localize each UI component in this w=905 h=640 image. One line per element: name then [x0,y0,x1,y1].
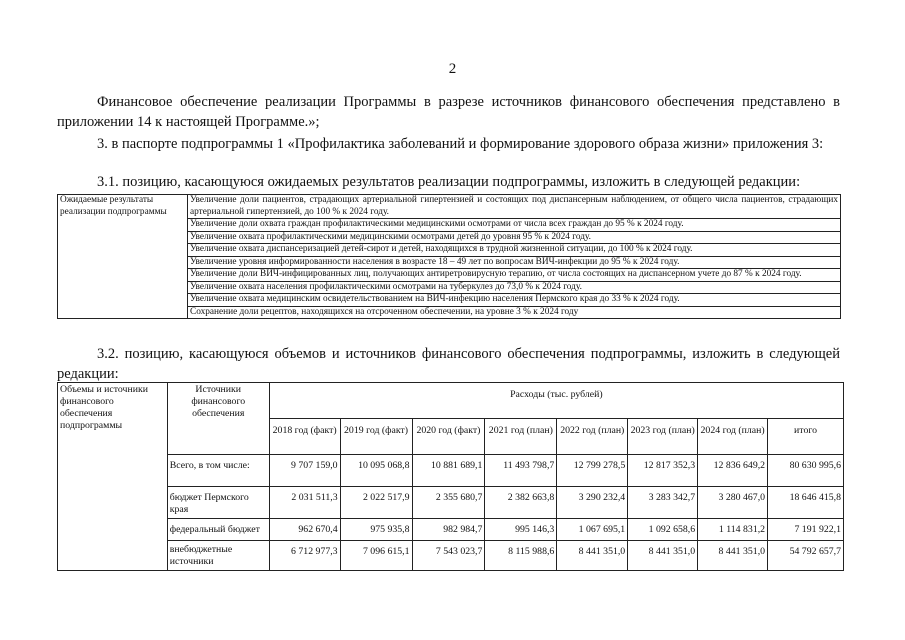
result-item: Увеличение охвата диспансеризацией детей-сирот и детей, находящихся в трудной жизненной ситуации, до 100 % к 2024 году. [188,244,840,257]
value-cell: 995 146,3 [485,519,557,541]
value-cell: 1 067 695,1 [557,519,628,541]
year-header-2023: 2023 год (план) [628,419,698,455]
result-item: Увеличение доли пациентов, страдающих артериальной гипертензией и состоящих под диспансерным наблюдением, от общего числа пациентов, страдающих артериальной гипертензией, до 100 % к 2024 году. [188,195,840,219]
value-cell: 982 984,7 [412,519,485,541]
financing-label-cell [58,383,168,571]
financing-label: Объемы и источники финансового обеспечения подпрограммы [60,384,148,431]
value-cell: 54 792 657,7 [768,541,844,571]
value-cell: 2 355 680,7 [412,487,485,519]
year-header-2019: 2019 год (факт) [340,419,412,455]
results-items-cell [188,195,841,319]
value-cell: 6 712 977,3 [269,541,340,571]
value-cell: 7 191 922,1 [768,519,844,541]
value-cell: 7 096 615,1 [340,541,412,571]
value-cell: 8 441 351,0 [628,541,698,571]
value-cell: 3 290 232,4 [557,487,628,519]
financing-table [57,382,844,571]
value-cell: 8 441 351,0 [557,541,628,571]
table-row [58,487,844,519]
year-header-2020: 2020 год (факт) [412,419,485,455]
results-label: Ожидаемые результаты реализации подпрограммы [60,195,167,217]
value-cell: 962 670,4 [269,519,340,541]
value-cell: 11 493 798,7 [485,455,557,487]
value-cell: 10 095 068,8 [340,455,412,487]
value-cell: 1 092 658,6 [628,519,698,541]
value-cell: 1 114 831,2 [698,519,768,541]
result-item: Увеличение доли охвата граждан профилактическими медицинскими осмотрами от числа всех граждан до 95 % к 2024 году. [188,219,840,232]
value-cell: 9 707 159,0 [269,455,340,487]
result-item: Увеличение доли ВИЧ-инфицированных лиц, получающих антиретровирусную терапию, от числа состоящих на диспансерном учете до 87 % к 2024 году. [188,269,840,282]
value-cell: 10 881 689,1 [412,455,485,487]
year-header-2021: 2021 год (план) [485,419,557,455]
value-cell: 975 935,8 [340,519,412,541]
source-label: бюджет Пермского края [167,487,269,519]
source-label: Всего, в том числе: [167,455,269,487]
value-cell: 2 382 663,8 [485,487,557,519]
paragraph-subprogram-passport: 3. в паспорте подпрограммы 1 «Профилактика заболеваний и формирование здорового образа жизни» приложения 3: [97,136,824,152]
value-cell: 80 630 995,6 [768,455,844,487]
value-cell: 2 022 517,9 [340,487,412,519]
value-cell: 18 646 415,8 [768,487,844,519]
sources-header-cell [167,383,269,455]
paragraph-financing-note: Финансовое обеспечение реализации Программы в разрезе источников финансового обеспечения представлено в приложении 14 к настоящей Программе.»; [57,94,840,130]
table-row [58,519,844,541]
table-row [58,455,844,487]
paragraph-financing-intro: 3.2. позицию, касающуюся объемов и источников финансового обеспечения подпрограммы, изложить в следующей редакции: [57,346,840,382]
year-header-2024: 2024 год (план) [698,419,768,455]
value-cell: 3 283 342,7 [628,487,698,519]
result-item: Увеличение охвата населения профилактическими осмотрами на туберкулез до 73,0 % к 2024 году. [188,282,840,295]
expenses-header: Расходы (тыс. рублей) [269,383,843,419]
value-cell: 12 836 649,2 [698,455,768,487]
value-cell: 3 280 467,0 [698,487,768,519]
results-label-cell [58,195,188,319]
source-label: внебюджетные источники [167,541,269,571]
value-cell: 2 031 511,3 [269,487,340,519]
value-cell: 8 115 988,6 [485,541,557,571]
source-label: федеральный бюджет [167,519,269,541]
table-row [58,541,844,571]
value-cell: 7 543 023,7 [412,541,485,571]
year-header-2022: 2022 год (план) [557,419,628,455]
result-item: Увеличение охвата профилактическими медицинскими осмотрами детей до уровня 95 % к 2024 году. [188,232,840,245]
year-header-2018: 2018 год (факт) [269,419,340,455]
value-cell: 12 817 352,3 [628,455,698,487]
page-number: 2 [448,61,457,77]
result-item: Увеличение охвата медицинским освидетельствованием на ВИЧ-инфекцию населения Пермского края до 33 % к 2024 году. [188,294,840,307]
value-cell: 8 441 351,0 [698,541,768,571]
value-cell: 12 799 278,5 [557,455,628,487]
expected-results-table [57,194,841,319]
paragraph-expected-results-intro: 3.1. позицию, касающуюся ожидаемых результатов реализации подпрограммы, изложить в следующей редакции: [97,174,801,190]
sources-header: Источники финансового обеспечения [191,384,246,419]
year-header-total: итого [768,419,844,455]
result-item: Сохранение доли рецептов, находящихся на отсроченном обеспечении, на уровне 3 % к 2024 году [190,306,579,317]
result-item: Увеличение уровня информированности населения в возрасте 18 – 49 лет по вопросам ВИЧ-инфекции до 95 % к 2024 году. [188,257,840,270]
